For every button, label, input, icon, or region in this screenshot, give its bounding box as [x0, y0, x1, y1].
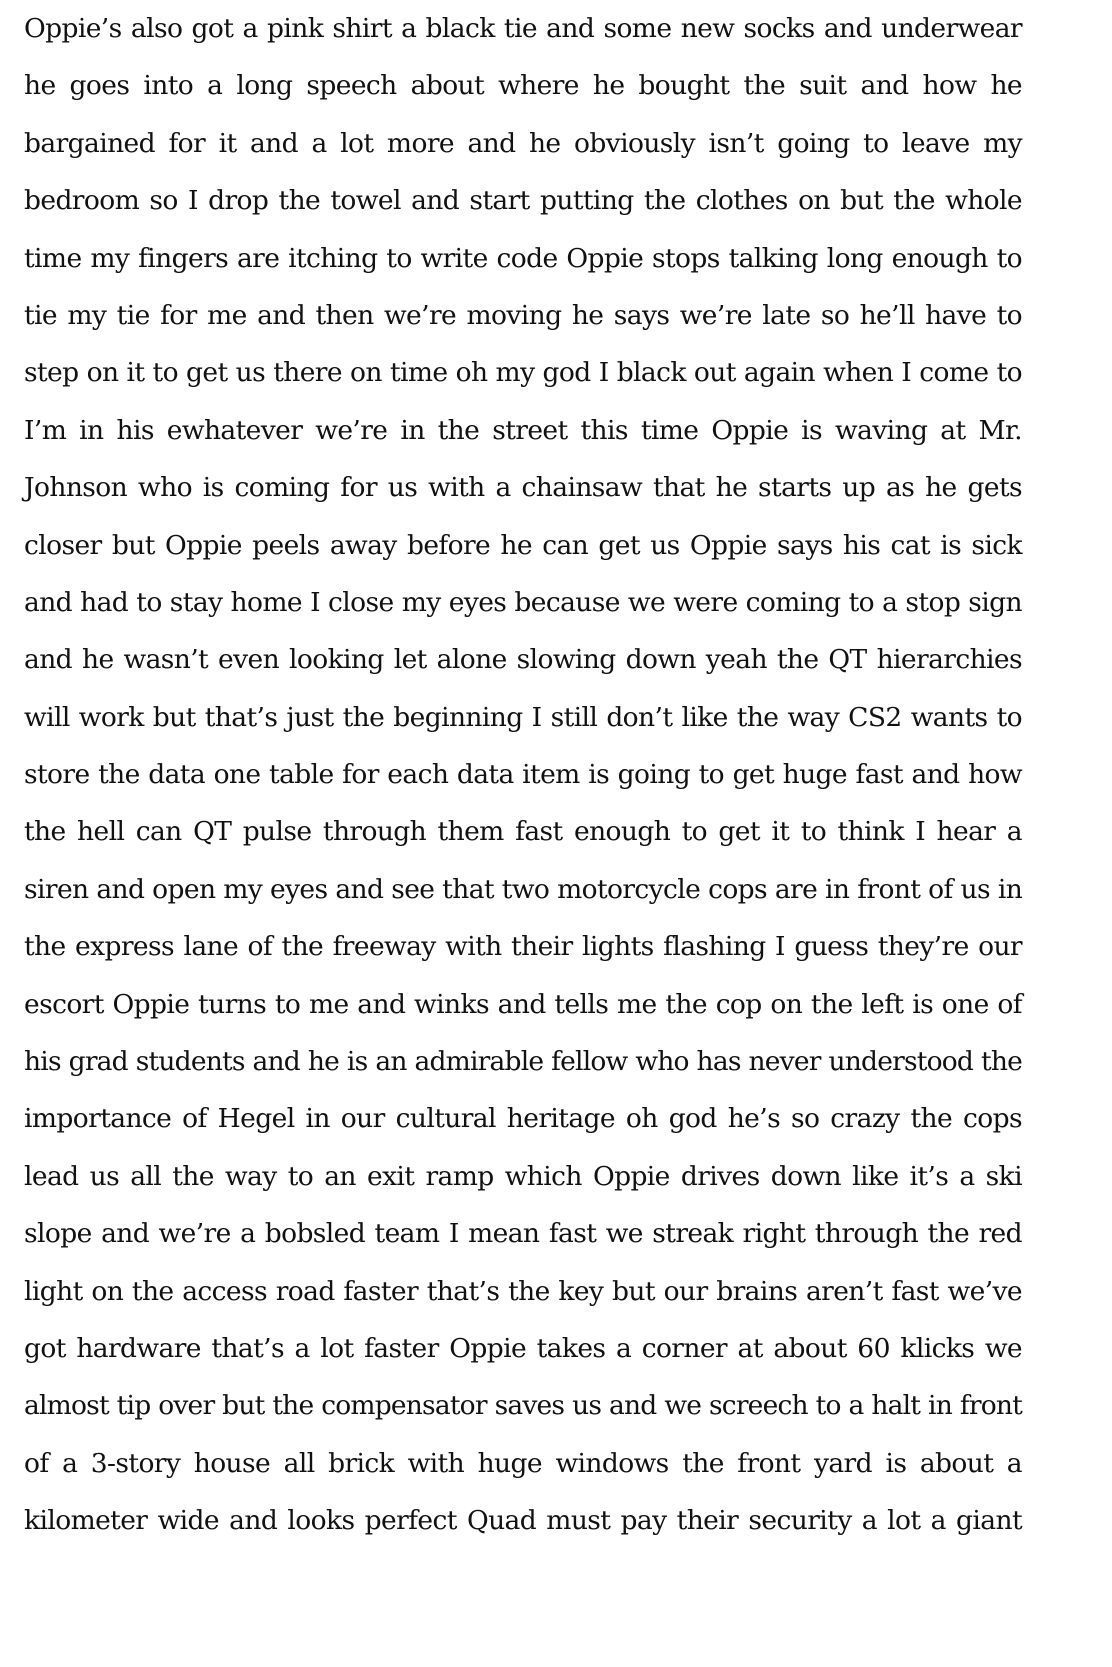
text-line: store the data one table for each data item is going to get huge fast and how [24, 759, 1022, 791]
text-line: Oppie’s also got a pink shirt a black tie and some new socks and underwear [24, 13, 1022, 44]
text-line: of a 3-story house all brick with huge windows the front yard is about a [24, 1447, 1022, 1479]
text-line: time my fingers are itching to write code Oppie stops talking long enough to [24, 242, 1022, 274]
text-line: bedroom so I drop the towel and start putting the clothes on but the whole [24, 185, 1022, 217]
text-line: closer but Oppie peels away before he can get us Oppie says his cat is sick [24, 529, 1022, 561]
text-line: will work but that’s just the beginning I still don’t like the way CS2 wants to [24, 701, 1022, 733]
text-line: and he wasn’t even looking let alone slowing down yeah the QT hierarchies [24, 644, 1022, 676]
text-line: the hell can QT pulse through them fast enough to get it to think I hear a [24, 816, 1022, 848]
text-line: siren and open my eyes and see that two motorcycle cops are in front of us in [24, 873, 1023, 905]
document-page [24, 0, 1022, 1550]
text-line: importance of Hegel in our cultural heritage oh god he’s so crazy the cops [24, 1103, 1022, 1135]
text-line: tie my tie for me and then we’re moving he says we’re late so he’ll have to [24, 299, 1022, 331]
text-line: I’m in his ewhatever we’re in the street this time Oppie is waving at Mr. [24, 414, 1022, 446]
text-line: his grad students and he is an admirable fellow who has never understood the [24, 1046, 1022, 1078]
text-line: got hardware that’s a lot faster Oppie takes a corner at about 60 klicks we [24, 1332, 1022, 1364]
text-line: escort Oppie turns to me and winks and tells me the cop on the left is one of [24, 988, 1022, 1020]
body-paragraph [24, 0, 1022, 1550]
text-line: and had to stay home I close my eyes because we were coming to a stop sign [24, 586, 1022, 618]
text-line: step on it to get us there on time oh my god I black out again when I come to [24, 357, 1022, 389]
text-line: slope and we’re a bobsled team I mean fast we streak right through the red [24, 1218, 1022, 1250]
text-line: light on the access road faster that’s the key but our brains aren’t fast we’ve [24, 1275, 1022, 1307]
text-line: he goes into a long speech about where he bought the suit and how he [24, 70, 1022, 102]
text-line: Johnson who is coming for us with a chainsaw that he starts up as he gets [24, 472, 1022, 504]
text-line: the express lane of the freeway with their lights flashing I guess they’re our [24, 931, 1022, 963]
text-line: lead us all the way to an exit ramp which Oppie drives down like it’s a ski [24, 1160, 1022, 1192]
text-line: almost tip over but the compensator saves us and we screech to a halt in front [24, 1390, 1022, 1422]
text-line: bargained for it and a lot more and he obviously isn’t going to leave my [24, 127, 1022, 159]
text-line: kilometer wide and looks perfect Quad must pay their security a lot a giant [24, 1505, 1022, 1537]
